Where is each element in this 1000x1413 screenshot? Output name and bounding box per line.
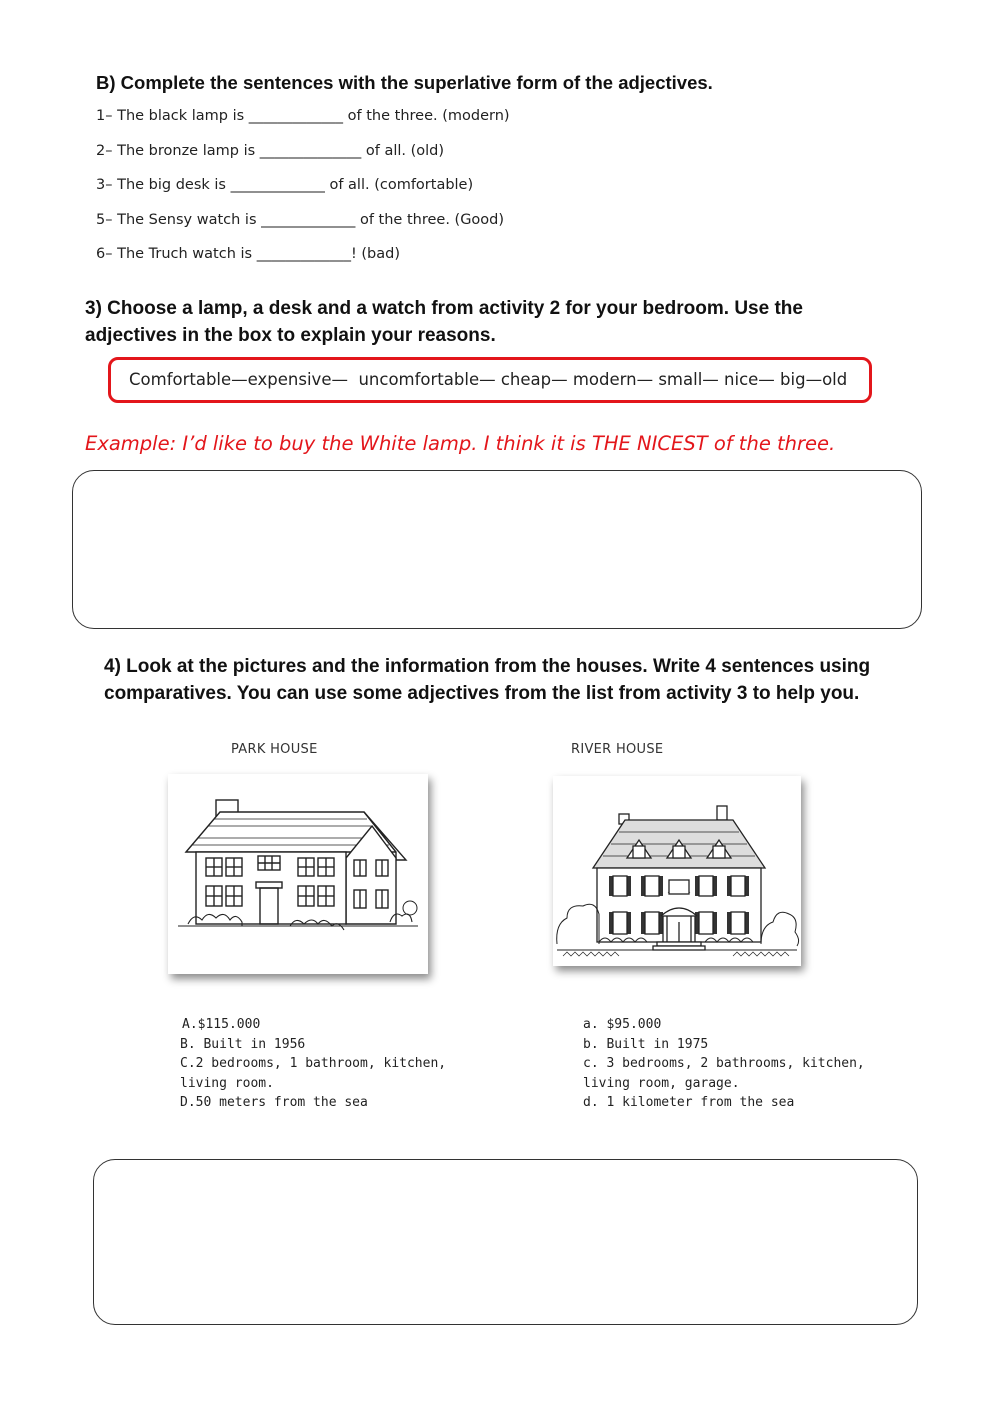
park-house-price: A.$115.000 <box>182 1017 261 1032</box>
river-house-rooms-cont: living room, garage. <box>583 1075 740 1091</box>
answer-box-activity-4[interactable] <box>93 1159 918 1325</box>
park-house-info <box>182 1015 446 1113</box>
sentence-6: 6– The Truch watch is _____________! (bad) <box>96 246 400 262</box>
sentence-5: 5– The Sensy watch is _____________ of the three. (Good) <box>96 212 505 228</box>
section-3-heading-line-1: 3) Choose a lamp, a desk and a watch from activity 2 for your bedroom. Use the <box>85 298 803 319</box>
park-house-title: PARK HOUSE <box>231 742 318 757</box>
park-house-rooms: C.2 bedrooms, 1 bathroom, kitchen, <box>180 1056 447 1071</box>
park-house-rooms-cont: living room. <box>180 1075 274 1091</box>
park-house-distance: D.50 meters from the sea <box>180 1095 368 1110</box>
river-house-drawing <box>553 776 801 966</box>
river-house-built: b. Built in 1975 <box>583 1036 709 1052</box>
river-house-distance: d. 1 kilometer from the sea <box>583 1095 795 1110</box>
adjective-list: Comfortable—expensive— uncomfortable— cheap— modern— small— nice— big—old <box>129 370 848 389</box>
river-house-picture <box>553 776 801 966</box>
river-house-info <box>583 1015 865 1113</box>
sentence-3: 3– The big desk is _____________ of all. (comfortable) <box>96 177 474 193</box>
park-house-picture <box>168 774 428 974</box>
section-b-heading: B) Complete the sentences with the superlative form of the adjectives. <box>96 72 713 93</box>
answer-box-activity-3[interactable] <box>72 470 922 629</box>
sentence-2: 2– The bronze lamp is ______________ of all. (old) <box>96 143 445 159</box>
river-house-price: a. $95.000 <box>583 1017 662 1032</box>
section-4-heading-line-2: comparatives. You can use some adjectives from the list from activity 3 to help you. <box>104 683 860 704</box>
section-4-heading-line-1: 4) Look at the pictures and the information from the houses. Write 4 sentences using <box>104 656 871 677</box>
adjective-word-box <box>108 357 872 403</box>
park-house-built: B. Built in 1956 <box>180 1036 306 1052</box>
example-sentence: Example: I’d like to buy the White lamp. I think it is THE NICEST of the three. <box>85 432 836 455</box>
section-3-heading-line-2: adjectives in the box to explain your reasons. <box>85 325 496 346</box>
river-house-rooms: c. 3 bedrooms, 2 bathrooms, kitchen, <box>583 1056 865 1071</box>
river-house-title: RIVER HOUSE <box>571 742 664 757</box>
park-house-drawing <box>168 774 428 974</box>
sentence-1: 1– The black lamp is _____________ of the three. (modern) <box>96 108 510 124</box>
